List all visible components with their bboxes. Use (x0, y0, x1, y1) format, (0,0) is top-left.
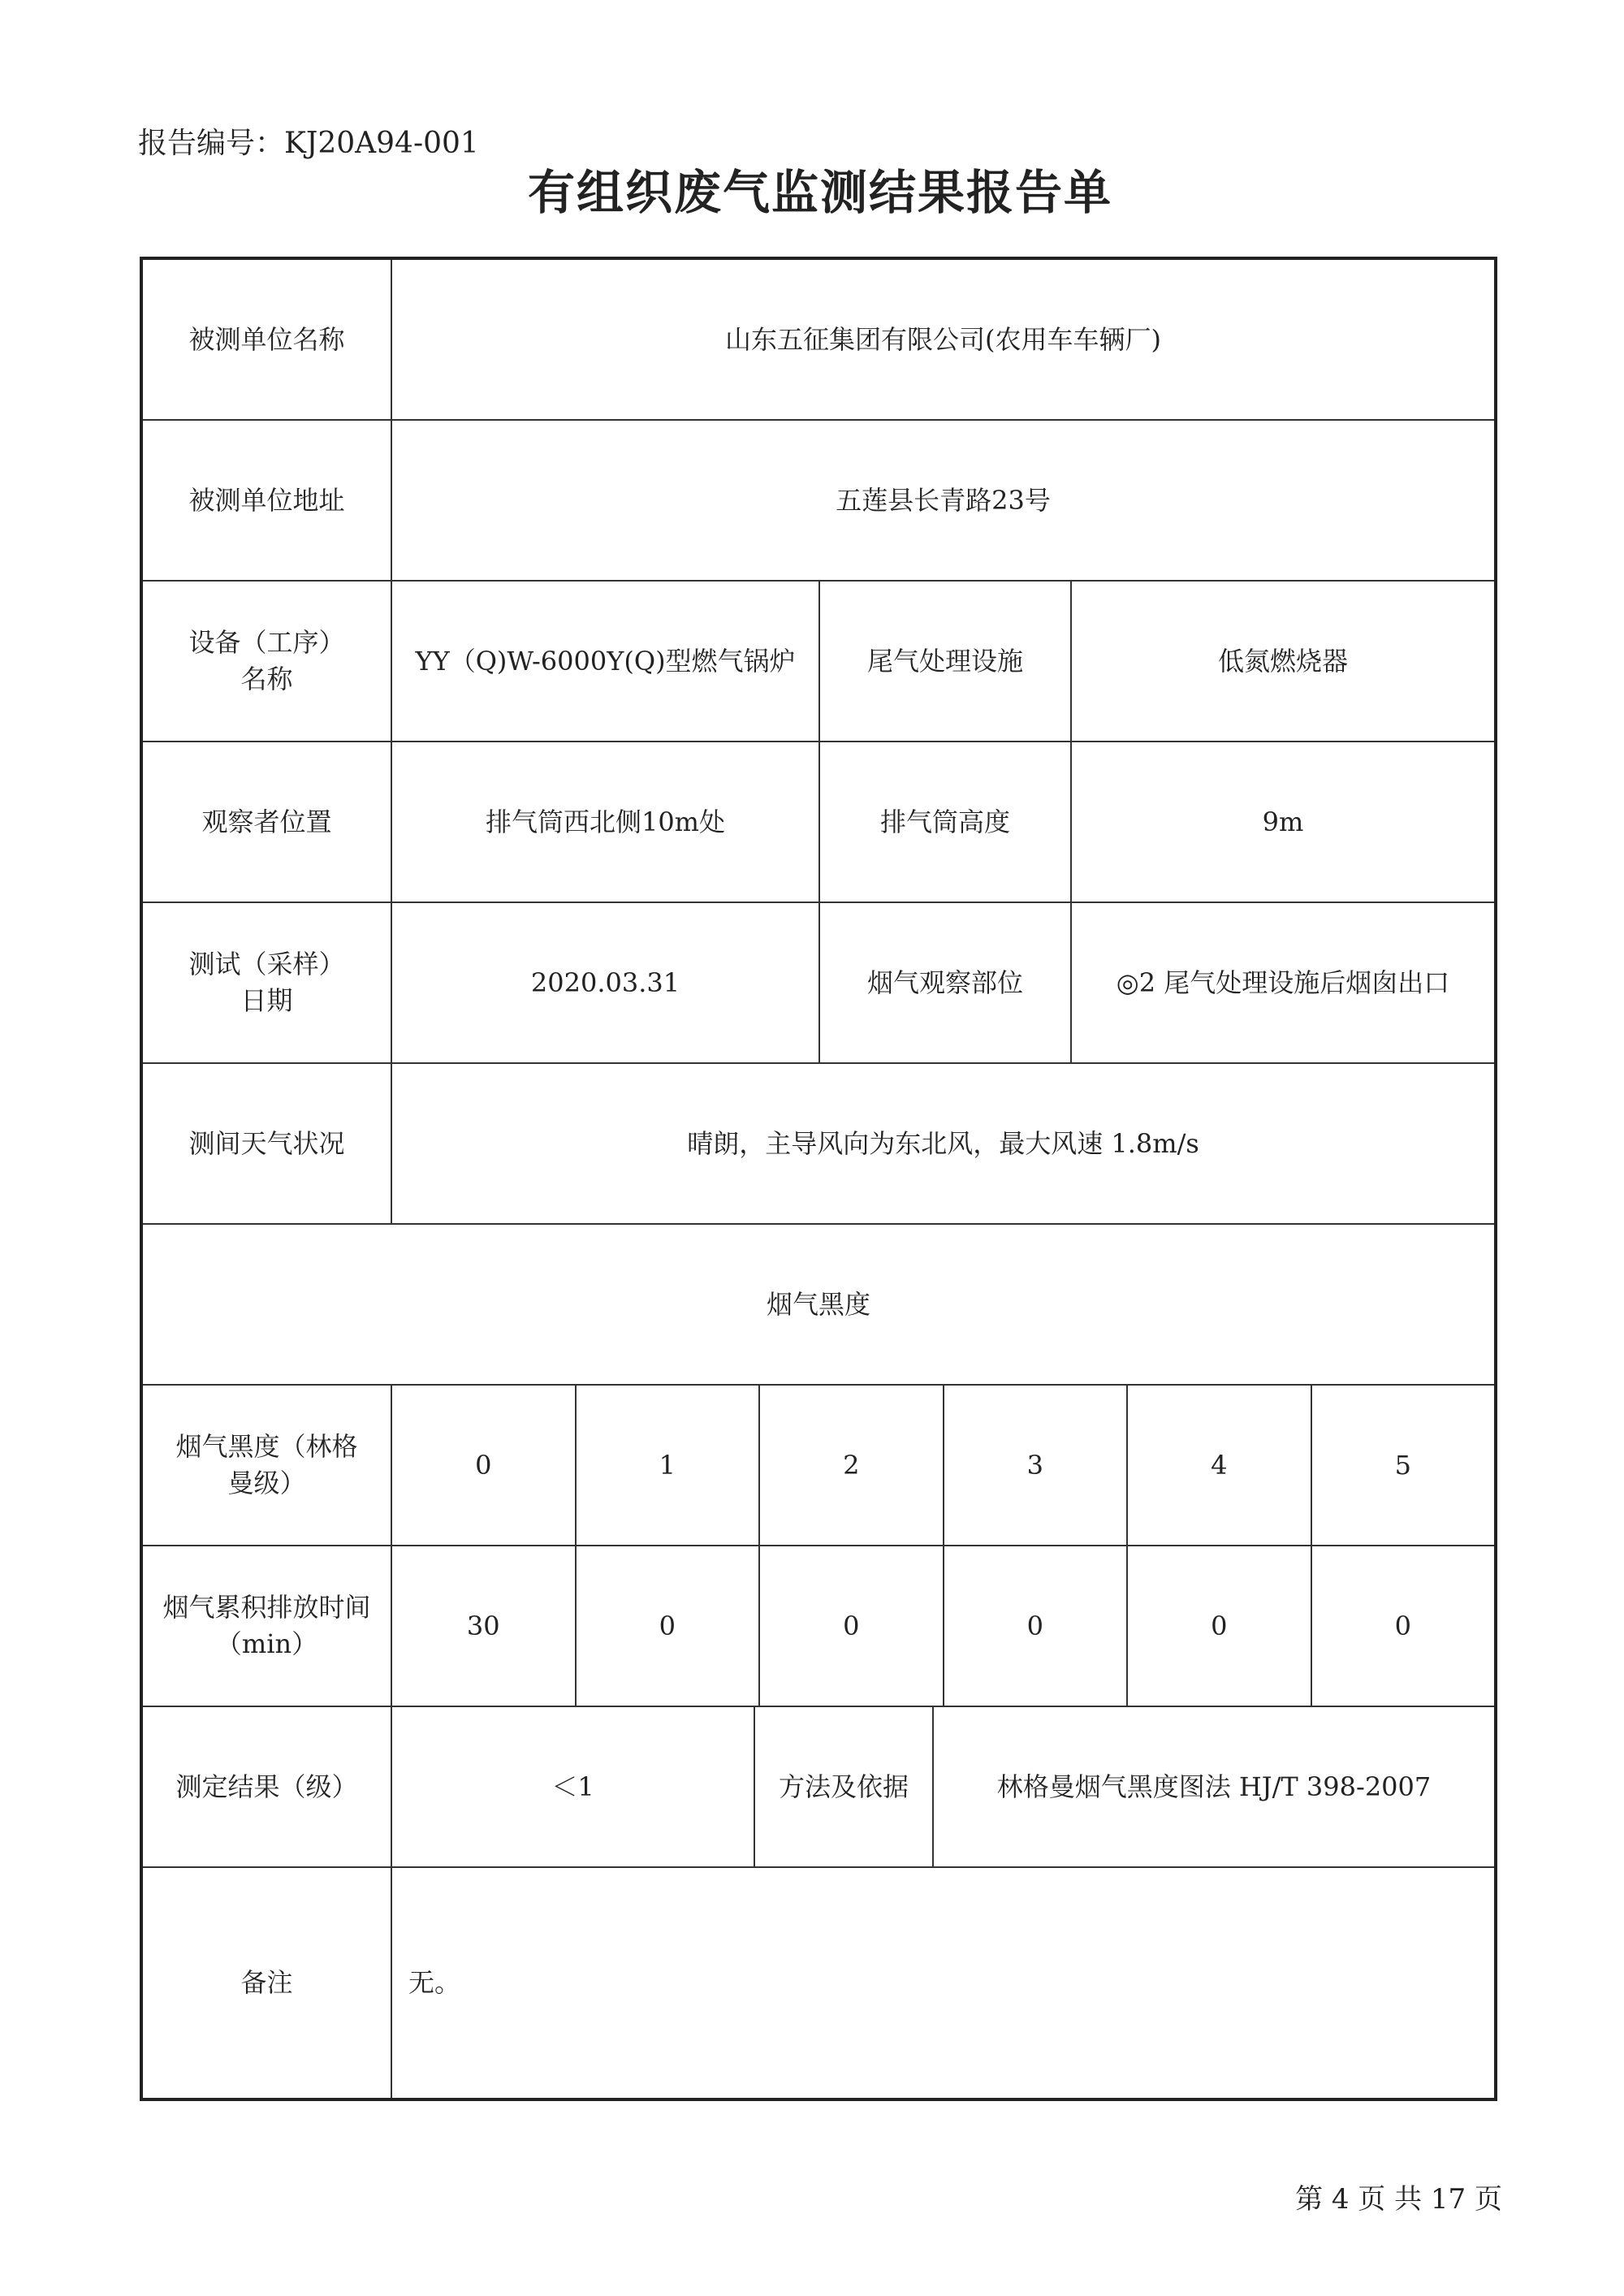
duration-value: 0 (758, 1546, 943, 1706)
duration-value: 30 (391, 1546, 575, 1706)
value: 林格曼烟气黑度图法 HJ/T 398-2007 (932, 1707, 1494, 1866)
value: 五莲县长青路23号 (391, 421, 1494, 580)
value: 低氮燃烧器 (1070, 582, 1494, 741)
value: ＜1 (391, 1707, 754, 1866)
row-observer (143, 741, 1494, 902)
value: 晴朗，主导风向为东北风，最大风速 1.8m/s (391, 1064, 1494, 1223)
report-number: 报告编号：KJ20A94-001 (138, 127, 479, 160)
label: 被测单位地址 (188, 484, 345, 516)
value: YY（Q)W-6000Y(Q)型燃气锅炉 (391, 582, 818, 741)
label: 尾气处理设施 (818, 582, 1070, 741)
value: 排气筒西北侧10m处 (391, 742, 818, 902)
value: 9m (1070, 742, 1494, 902)
label: 设备（工序）名称 (188, 627, 345, 694)
page-title: 有组织废气监测结果报告单 (527, 165, 1112, 220)
section-title: 烟气黑度 (766, 1288, 870, 1320)
label: 烟气黑度（林格曼级） (175, 1431, 358, 1498)
row-equipment (143, 580, 1494, 741)
grade-value: 0 (391, 1386, 575, 1545)
label: 备注 (240, 1967, 293, 1999)
grade-value: 4 (1126, 1386, 1311, 1545)
value: 无。 (391, 1868, 1494, 2098)
label: 烟气累积排放时间（min） (162, 1592, 371, 1659)
page-number: 第 4 页 共 17 页 (1295, 2183, 1502, 2216)
label: 测间天气状况 (188, 1127, 345, 1159)
duration-value: 0 (575, 1546, 759, 1706)
row-date (143, 902, 1494, 1062)
grade-value: 3 (943, 1386, 1127, 1545)
row-remark (143, 1866, 1494, 2098)
value: ◎2 尾气处理设施后烟囱出口 (1070, 903, 1494, 1062)
label: 测定结果（级） (175, 1771, 358, 1802)
row-unit-address (143, 419, 1494, 580)
label: 方法及依据 (754, 1707, 932, 1866)
row-grade (143, 1384, 1494, 1545)
label: 观察者位置 (201, 806, 332, 837)
row-weather (143, 1062, 1494, 1223)
row-unit-name (143, 260, 1494, 419)
duration-value: 0 (943, 1546, 1127, 1706)
row-duration (143, 1545, 1494, 1706)
grade-value: 5 (1311, 1386, 1495, 1545)
duration-value: 0 (1311, 1546, 1495, 1706)
label: 排气筒高度 (818, 742, 1070, 902)
grade-value: 1 (575, 1386, 759, 1545)
label: 烟气观察部位 (818, 903, 1070, 1062)
value: 2020.03.31 (391, 903, 818, 1062)
label: 被测单位名称 (188, 323, 345, 355)
row-section (143, 1223, 1494, 1384)
row-result (143, 1706, 1494, 1866)
report-table (140, 257, 1497, 2101)
label: 测试（采样）日期 (188, 949, 345, 1016)
value: 山东五征集团有限公司(农用车车辆厂) (391, 260, 1494, 419)
duration-value: 0 (1126, 1546, 1311, 1706)
grade-value: 2 (758, 1386, 943, 1545)
